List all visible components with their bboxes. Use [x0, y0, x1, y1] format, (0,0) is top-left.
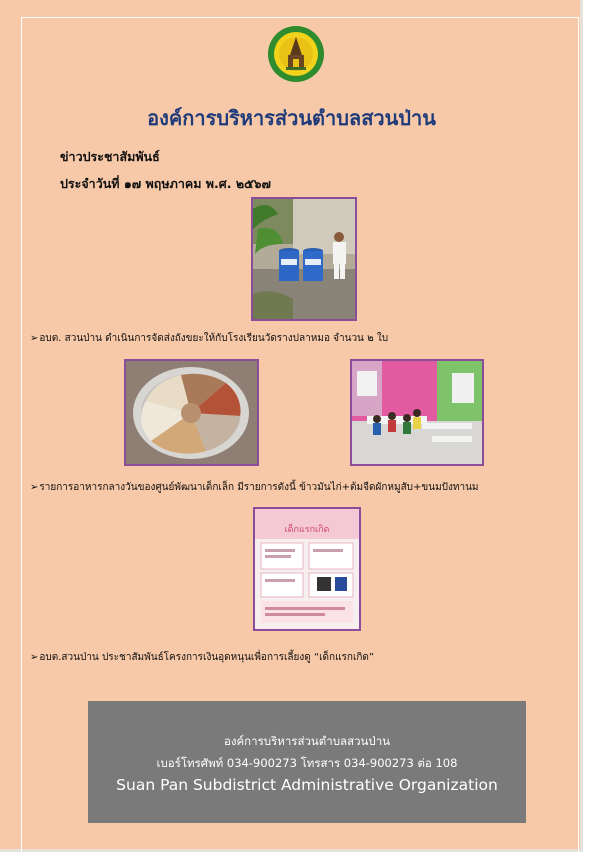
- footer-contact: เบอร์โทรศัพท์ 034-900273 โทรสาร 034-900273 ต่อ 108: [156, 756, 458, 770]
- photo-garbage-bins: [251, 197, 357, 321]
- news-caption-2: [30, 480, 479, 495]
- footer-contact-box: [88, 701, 526, 823]
- arrow-bullet-icon: ➢: [30, 333, 39, 344]
- news-caption-3: [30, 650, 374, 665]
- news-caption-1: [30, 331, 388, 346]
- news-caption-text: อบต. สวนป่าน ดำเนินการจัดส่งถังขยะให้กับโรงเรียนวัดรางปลาหมอ จำนวน ๒ ใบ: [39, 333, 389, 344]
- emblem-logo: [267, 25, 325, 83]
- page-title: องค์การบริหารส่วนตำบลสวนป่าน: [147, 106, 436, 130]
- date-line: ประจำวันที่ ๑๗ พฤษภาคม พ.ศ. ๒๕๖๗: [60, 176, 271, 191]
- arrow-bullet-icon: ➢: [30, 652, 39, 663]
- news-caption-text: รายการอาหารกลางวันของศูนย์พัฒนาเด็กเล็ก มีรายการดังนี้ ข้าวมันไก่+ต้มจืดผักหมูสับ+ขนมปังทานม: [39, 482, 479, 493]
- footer-org-thai: องค์การบริหารส่วนตำบลสวนป่าน: [223, 734, 391, 748]
- news-caption-text: อบต.สวนป่าน ประชาสัมพันธ์โครงการเงินอุดหนุนเพื่อการเลี้ยงดู “เด็กแรกเกิด”: [39, 652, 375, 663]
- photo-classroom: [350, 359, 484, 466]
- poster-title: เด็กแรกเกิด: [284, 525, 330, 535]
- photo-newborn-poster: [253, 507, 361, 631]
- section-subtitle: ข่าวประชาสัมพันธ์: [60, 149, 160, 164]
- photo-lunch-tray: [124, 359, 259, 466]
- arrow-bullet-icon: ➢: [30, 482, 39, 493]
- footer-org-english: Suan Pan Subdistrict Administrative Organization: [116, 776, 498, 794]
